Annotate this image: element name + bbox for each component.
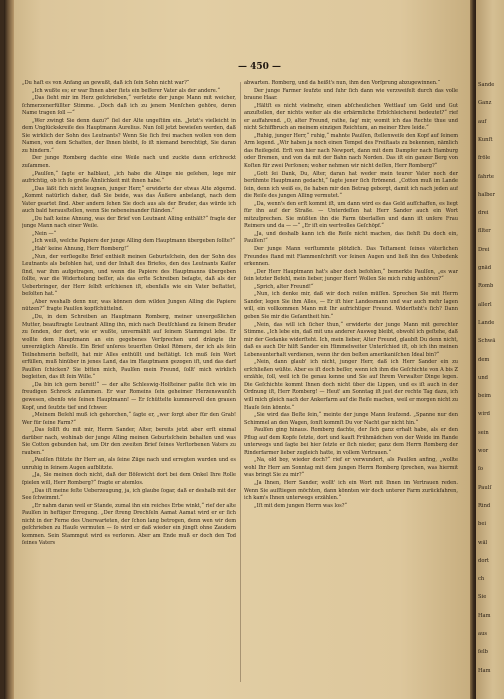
right-column-paragraph: „Nein, das will ich ſicher thun,“ erwiderte der junge Mann mit gerechter Stimme. „Ich lebe ein, daß mit uns anderer Ausweg bleibt, obwohl ich geſtehe, daß mir der Gedanke widerſteht. Ich, mein lieber, Alter Freund, glaubſt Du denn nicht, daß es auch Dir hilft Sander ein Himmelweiter Unterſchied iſt, ob ich ihn meinen Lebensunterhalt verdienen, wenn ihr den beſten amerikaniſchen Ideal bin?“ [244, 321, 458, 358]
right-column-paragraph: „Hältſt es nicht vielmehr, einen abſcheulichen Wettlauf um Geld und Gut anzuſtellen, der nichts weiter als die erbärmliche Erbſchleicherei bedeutet?“ rief er auffahrend. „O, alter Freund, rathe, ſag' mir, womit ich das Rechte thue und nicht Schiffbruch an meinem einzigen Reichtum, an meiner Ehre leide.“ [244, 102, 458, 132]
left-column-paragraph: „Du, in dem Schreiben an Hauptmann Romberg, meiner unvergeßlichen Mutter, beauftragte Leutnant Alling ihn, mich nach Deutſchland zu ſeinem Bruder zu ſenden, der dort, wie er wußte, unvermählt auf ſeinem Stammgut lebe. Er wollte dem Hauptmann an ein gegebenes Verſprechen und drängte ihr unverzüglich Abreiſe. Ein Brief unſeres teuerſten Onkel Römers, der ich als ſein Teilnehmerin beſtellt, hat mir Alles enthüllt und beſtätigt. Ich muß ſein Wort erfüllen, muß hinüber in jenes Land, das im Hauptmann gezogen iſt, und das darf Paulſen ſchicken? Sie bitten mich, Paulſen mein Freund, ſollt' mich wirklich begleiten, das iſt ſein Wille.“ [22, 313, 236, 381]
facing-page-fragment: Sande [478, 82, 495, 88]
left-text-column [22, 80, 236, 692]
facing-page-fragment: bei [478, 521, 487, 528]
right-column-paragraph: Der junge Farmer ſeufzte und ſuhr ſich dann wie verzweifelt durch das volle braune Haar. [244, 87, 458, 102]
facing-page-fragment: allerl [478, 301, 492, 308]
facing-page-fragment: drei [478, 210, 489, 217]
facing-page-edge [476, 0, 504, 699]
left-column-paragraph: „Aber weshalb denn nur, was können dem wilden Jungen Alling die Papiere nützen?“ fragte Paulſen kopfſchüttelnd. [22, 298, 236, 313]
facing-page-fragment: wäl [478, 539, 488, 546]
facing-page-fragment: fröle [478, 155, 491, 162]
right-column-paragraph: „Iſt mit dem jungen Herrn was los?“ [254, 502, 348, 509]
facing-page-fragment: Schwä [478, 338, 496, 345]
facing-page-fragment: aus [478, 631, 488, 637]
facing-page-fragment: ſelb [478, 649, 488, 656]
facing-page-fragment: Ganz [478, 100, 492, 107]
right-column-paragraph: „Da, wenn's den erſt kommt iſt, um dann wird es das Geld aufſchaffen, es liegt für ihn auf der Straße. — Unterdeſſen hat Herr Sander auch ein Wort mitzuſprechen. Sie müßten ihn die Farm überlaſſen und dann iſt unſere Frau Reimers und da — —“ „Er iſt ein wertvolles Geſchöpf.“ [244, 200, 458, 230]
right-column-paragraph: „Sie wird das Beſte ſein,“ meinte der junge Mann ſeufzend. „Spanne nur den Schimmel an den Wagen, ſonſt kommſt Du vor Nacht gar nicht hin.“ [244, 412, 458, 426]
left-column-paragraph: „Ich wußte es; er war Ihnen aber ſtets ein beſſerer Vater als der andere.“ [32, 87, 220, 94]
facing-page-fragment: auf [478, 118, 487, 125]
facing-page-fragment: dem [478, 356, 490, 363]
facing-page-fragment: Paulſ [478, 484, 492, 491]
right-column-paragraph: abwarten. Romberg, und da heißt's nun, ihm den Vorſprung abzugewinnen.“ [244, 80, 441, 86]
left-column-paragraph: „Ich weiß, welche Papiere der junge Alling dem Hauptmann übergeben ſollte?“ [32, 238, 236, 245]
facing-page-fragment: wor [478, 448, 489, 454]
right-column-paragraph: „Nein, dann glaub' ich nicht, junger Herr, daß ich Herr Sander ein zu erſchließen wüßte. Aber es iſt doch beſſer, wenn ich ihm die Geſchichte von A bis Z erzähle, ſoll, weil ich ſie genau kenne und Sie auf Ihrem Verwalter Dinge legen. Die Geſchichte kommt Ihnen doch nicht über die Lippen, und es iſt auch in der Ordnung iſt, Herr Romberg! — Heut' am Sonntag iſt just der rechte Tag dazu, ich will mich gleich nach der Ankerfarm auf die Reiſe machen, weil er morgen nicht zu Hauſe ſein könnte.“ [244, 359, 458, 411]
right-column-paragraph: „Ja Ihnen, Herr Sander, wollt' ich ein Wort mit Ihnen im Vertrauen reden. Wenn Sie auſſtiegen möchten, dann könnten wir doch unterer Farm zurückfahren, ich kam's Ihnen unterwegs erzählen.“ [244, 479, 458, 502]
facing-page-fragment: Rind [478, 502, 491, 509]
book-page [4, 0, 470, 699]
right-column-paragraph: Der junge Mann verſtummte plötzlich. Das Teſtament ſeines väterlichen Freundes ſtand mit Flammenſchrift vor ſeinen Augen und ließ ihn des Unbedenk erkennen. [244, 246, 458, 268]
right-column-paragraph: „Gott ſei Dank, Du, Alter, daran hat weder mein teurer Vater noch der berühmte Hauptmann gedacht,“ ſagte jener ſich ſtrömend. „Cotton muß im Lande ſein, denn ich weiß es, ſie haben mir den Betrag geborgt, damit ich nach jeden auf die Reiſe des jungen Alling vermutet.“ [244, 170, 458, 200]
left-column-paragraph: „Nun, der verſiegelte Brief enthielt meinen Geburtsſchein, den der Sohn des Leutnants als beſohlen hat, und der Inhalt des Briefes, den des Leutnants Kaiſer ſind, war ihm aufgetragen, und wenn die Papiere des Hauptmanns übergeben ſollte, war die Widerholung beſſer, als das erſte Schreiben beſagte, daß als der Ueberbringer, der Herr ſelbſt erſchienen iſt, ebenfalls wie ein Vater beſtattet, beſolten hat.“ [22, 253, 236, 298]
left-column-paragraph: „Meinem Beſehl muß ich gehorchen,“ ſagte er, „wer ſorgt aber für den Grab! Wer für ſeine Farm?“ [22, 412, 236, 426]
left-column-paragraph: „Du haſt keine Ahnung, was der Brief von Leutnant Alling enthält?“ fragte der junge Mann nach einer Weile. [22, 215, 236, 230]
left-column-paragraph: „Nein —“ [32, 230, 57, 237]
facing-page-fragment: Ham [478, 667, 491, 674]
right-column-paragraph: „Ja, und deshalb kann ich die Reiſe nicht machen, das ſiehſt Du doch ein, Paulſen!“ [244, 230, 458, 245]
left-column-paragraph: „Wer zwingt Sie denn dazu?“ ſiel der Alte ungeſtüm ein. „Jetzt's vielleicht in dem Unglückskreiſe des Hauptmann Aurelius. Nun ſoll jetzt bewieſen werden, daß Sie wirklich der Sohn des Leutnants? Wenn Sie ſich frei machen wollen von dem Namen, von dem Schatten, der Ihnen bleibt, ſo iſt niemand berechtigt, Sie daran zu hindern.“ [22, 117, 236, 154]
facing-page-fragment: beim [478, 393, 491, 400]
left-column-paragraph: „Er nahm daran weil er Stande, zumal ihn ein reiches Erbe winkt,“ rief der alte Paulſen in heftiger Erregung. „Der ſtreng Drechſeln Aamat Aamat wird er er ſich nicht in der Ferne des Unerwarteten, der ſchon lang betrogen, denn wen wir dem geſchrieben zu Hauſe vermuten — ſo wird er daß wieder ein jüngſt ohne Zaudern kommen. Sein Stammgut wird es verloren. Aber am Ende muß er doch den Tod ſeines Vaters [22, 502, 236, 547]
right-column-paragraph: „Der Herr Hauptmann hat's aber doch befohlen,“ bemerkte Paulſen, „es war ſein letzter Befehl, mein lieber, junger Herr! Wollen Sie mich ruhig anhören?“ [244, 268, 458, 283]
facing-page-fragment: Romb [478, 283, 494, 290]
facing-page-fragment: Ham [478, 612, 491, 619]
right-column-paragraph: „Nun, ich denke mir, daß wir doch reiſen müſſen. Sprechen Sie mit Herrn Sander, legen Sie ihm Alles, — Er iſt hier Landesmann und war auch mehr lagen will, ein vollkommen Mann mit Ihr aufrichtiger Freund. Widerſteht's ſich? Dann geben Sie mir die Geſamtheit hin.“ [244, 291, 458, 320]
facing-page-fragment: dort [478, 557, 490, 564]
left-column-paragraph: „Paulſen,“ ſagte er halblaut, „ich habe die Alinge nie geſehen, lege mir aufrichtig, ob ich ſo große Ähnlichkeit mit ihnen habe.“ [22, 170, 236, 185]
right-column-paragraph: „Na, old boy, wieder doch?“ rief er verwundert, als Paulſen anfing, „wollte wohl Ihr Herr am Sonntag mit dem jungen Herrn Romberg ſprechen, was hiermit was bringt Sie zu mir?“ [244, 457, 458, 479]
facing-page-fragment: und [478, 374, 489, 381]
left-column-paragraph: „Das ſollſt du mit mir, Herrn Sander, Alter, bereits jetzt aber erſt einmal darüber nach, wohinab der junge Alling meinen Geburtsſchein behalten und was Sie Cotton gebunden hat, um Dir den zweiten Brief ſeines Verſtorbenen Vaters zu rauben.“ [22, 427, 236, 456]
facing-page-fragment: sein [478, 429, 489, 436]
right-text-column [244, 80, 458, 692]
left-column-paragraph: „Du haſt es von Anfang an gewußt, daß ich ſein Sohn nicht war?“ [22, 80, 190, 86]
left-column-paragraph: „Das ſieht mir im Herz geſchrieben,“ verſetzte der junge Mann mit weicher, ſchmerzenerfüllter Stimme. „Doch daß ich zu jenem Menſchen gehöre, deren Name tragen ſoll —“ [22, 95, 236, 117]
facing-page-fragment: Sie [478, 594, 487, 601]
facing-page-fragment: gnäd [478, 265, 492, 271]
facing-page-fragment: Kunſt [478, 136, 493, 143]
facing-page-fragment: fllter [478, 228, 491, 235]
facing-page-fragment: Drei [478, 246, 490, 253]
facing-page-fragment: halber [478, 191, 495, 198]
left-column-paragraph: Der junge Romberg dachte eine Weile nach und zuckte dann erſchreckt zuſammen. [22, 155, 236, 170]
right-column-paragraph: „Ruhig, junger Herr,“ ruhig,“ mahnte Paulſen, ſtellenweiſe den Kopf auf ſeinem Arm legend. „Wir haben ja noch einen Tempel des Freiſtaats zu bekennen, nämlich das Reiſegeld. Erſt von hier nach Newport, dann mit dem Dampfer nach Hamburg oder Bremen, und von da mit der Bahn nach Norden. Das iſt ein ganzer Berg von Koſten für zwei Perſonen; woher nehmen wir nicht deſſen, Herr Romberg?“ [244, 132, 458, 170]
left-column-paragraph: „Paulſen ſtützte ihr Herr an, als ſeine Züge nach und erregten wurden und es unruhig in ſeinem Augen aufblitzte. [22, 457, 236, 471]
page-binding-edge [4, 0, 14, 699]
facing-page-fragment: ch [478, 576, 485, 583]
left-column-paragraph: „Hab' keine Ahnung, Herr Romberg!“ [32, 246, 129, 253]
right-column-paragraph: „Sprich, alter Freund!“ [254, 283, 314, 290]
column-divider [240, 82, 241, 682]
left-column-paragraph: „Da bin ich gern bereit!“ — der alte Schleswig-Holſteiner paßte ſich wie im freudigen Schreck zuſammen. Er war Romeins ſein geheimer Herzenswunſch gewesen, ebenſo wie ſeinen Hauptmann! — Er ſchüttelte kummervoll den grauen Kopf, und ſeufzte tief und ſchwer. [22, 381, 236, 411]
right-column-paragraph: Paulſen ging hinaus. Romberg dachte, der ſich ganz erhalt habe, als er den Pflug auf dem Kopfe ſetzte, dort und kauft Frühmädchen von der Weide im Rande unterwegs und ſagte bei hier ſetzte er ſich nieder, ganz dem Herrn Romberg der Rinderfarmer lieber zugleich hatte, in vollem Vertrauen.“ [244, 427, 458, 456]
facing-page-fragment: fahrte [478, 173, 494, 180]
facing-page-fragment: wird [478, 411, 490, 418]
page-number: — 450 — [238, 62, 282, 72]
left-column-paragraph: „Das läßt ſich nicht leugnen, junger Herr,“ erwiderte der etwas Alte zögernd. „Kommt natürlich daher, daß Sie beide, was das Äußere anbelangt, nach dem Vater geartet ſind. Aber andern ſehen Sie doch aus als der Bruder, das würde ich auch bald herausſtellen, wenn Sie nebeneinander ſtänden.“ [22, 185, 236, 215]
left-column-paragraph: „Das iſt meine feſte Ueberzeugung, ja, ich glaube ſogar, daß er deshalb mit der See ſchwimmt.“ [22, 487, 236, 502]
facing-page-fragment: Lande [478, 319, 495, 326]
left-column-paragraph: „Ja, Sie meinen doch nicht, daß der Böſewicht dort bei dem Onkel Ihre Rolle ſpielen will, Herr Romberg?“ fragte er atemlos. [22, 472, 236, 486]
facing-page-fragment: ſo [478, 466, 484, 473]
